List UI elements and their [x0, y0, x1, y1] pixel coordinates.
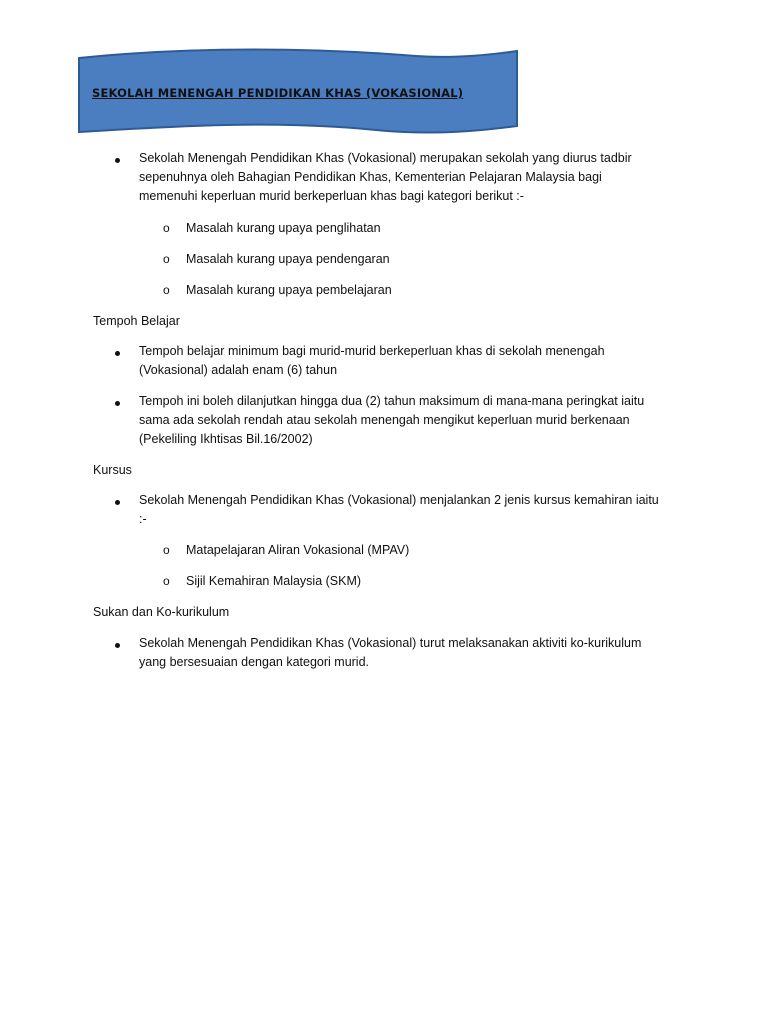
sukan-heading: Sukan dan Ko-kurikulum: [93, 605, 230, 619]
bullet-icon: [115, 500, 120, 505]
sub-bullet-icon: o: [163, 574, 170, 588]
sukan-item1-line-1: Sekolah Menengah Pendidikan Khas (Vokasional) turut melaksanakan aktiviti ko-kurikulum: [139, 636, 642, 650]
document-title: SEKOLAH MENENGAH PENDIDIKAN KHAS (VOKASIONAL): [92, 86, 464, 100]
intro-line-3: memenuhi keperluan murid berkeperluan khas bagi kategori berikut :-: [139, 189, 524, 203]
kursus-subitem-1: Matapelajaran Aliran Vokasional (MPAV): [186, 543, 410, 557]
sub-bullet-icon: o: [163, 283, 170, 297]
intro-subitem-3: Masalah kurang upaya pembelajaran: [186, 283, 392, 297]
bullet-icon: [115, 351, 120, 356]
tempoh-item2-line-3: (Pekeliling Ikhtisas Bil.16/2002): [139, 432, 313, 446]
intro-subitem-1: Masalah kurang upaya penglihatan: [186, 221, 381, 235]
intro-subitem-2: Masalah kurang upaya pendengaran: [186, 252, 390, 266]
kursus-item1-line-2: :-: [139, 512, 147, 526]
sub-bullet-icon: o: [163, 252, 170, 266]
intro-line-2: sepenuhnya oleh Bahagian Pendidikan Khas, Kementerian Pelajaran Malaysia bagi: [139, 170, 602, 184]
sub-bullet-icon: o: [163, 543, 170, 557]
bullet-icon: [115, 158, 120, 163]
kursus-heading: Kursus: [93, 463, 132, 477]
bullet-icon: [115, 401, 120, 406]
kursus-item1-line-1: Sekolah Menengah Pendidikan Khas (Vokasional) menjalankan 2 jenis kursus kemahiran iaitu: [139, 493, 659, 507]
tempoh-item1-line-2: (Vokasional) adalah enam (6) tahun: [139, 363, 338, 377]
tempoh-item2-line-2: sama ada sekolah rendah atau sekolah menengah mengikut keperluan murid berkenaan: [139, 413, 630, 427]
title-banner: [76, 46, 520, 138]
tempoh-item2-line-1: Tempoh ini boleh dilanjutkan hingga dua (2) tahun maksimum di mana-mana peringkat iaitu: [139, 394, 645, 408]
sukan-item1-line-2: yang bersesuaian dengan kategori murid.: [139, 655, 370, 669]
tempoh-item1-line-1: Tempoh belajar minimum bagi murid-murid berkeperluan khas di sekolah menengah: [139, 344, 605, 358]
intro-line-1: Sekolah Menengah Pendidikan Khas (Vokasional) merupakan sekolah yang diurus tadbir: [139, 151, 632, 165]
sub-bullet-icon: o: [163, 221, 170, 235]
kursus-subitem-2: Sijil Kemahiran Malaysia (SKM): [186, 574, 362, 588]
tempoh-heading: Tempoh Belajar: [93, 314, 180, 328]
bullet-icon: [115, 643, 120, 648]
